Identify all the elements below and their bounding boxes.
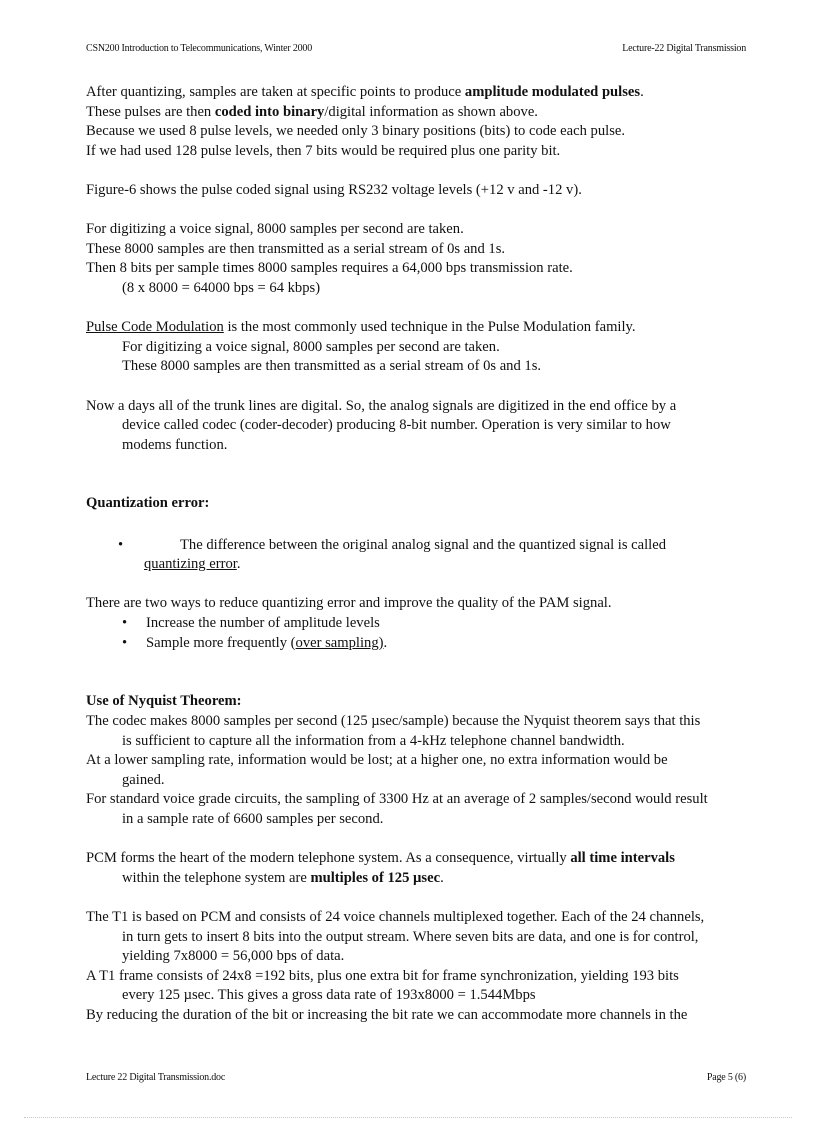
- para1-line1: [86, 83, 756, 103]
- para2-line1: Figure-6 shows the pulse coded signal using RS232 voltage levels (+12 v and -12 v).: [86, 181, 582, 198]
- nyquist-p1-line2: is sufficient to capture all the information from a 4-kHz telephone channel bandwidth.: [122, 732, 625, 749]
- spacer: [86, 653, 756, 673]
- para3-line3: Then 8 bits per sample times 8000 samples requires a 64,000 bps transmission rate.: [86, 260, 573, 277]
- para1-line2: [86, 103, 756, 123]
- footer-page-number: Page 5 (6): [706, 1072, 746, 1083]
- t1-p1-line1: The T1 is based on PCM and consists of 24 voice channels multiplexed together. Each of the 24 channels,: [86, 908, 705, 925]
- text: The difference between the original analog signal and the quantized signal is called: [180, 536, 667, 553]
- para5-line2: device called codec (coder-decoder) producing 8-bit number. Operation is very similar to how: [122, 417, 671, 434]
- nyquist-p3-line2: in a sample rate of 6600 samples per second.: [122, 810, 384, 827]
- spacer: [86, 514, 756, 534]
- spacer: [86, 299, 756, 319]
- t1-p3-line1: By reducing the duration of the bit or increasing the bit rate we can accommodate more channels in the: [86, 1006, 688, 1023]
- bold-text: amplitude modulated pulses: [464, 84, 641, 100]
- text: .: [440, 869, 444, 886]
- underlined-term: Pulse Code Modulation: [86, 319, 224, 336]
- spacer: [86, 455, 756, 475]
- text: After quantizing, samples are taken at specific points to produce: [86, 84, 465, 100]
- bullet-item: [86, 614, 756, 634]
- t1-p1-line2: in turn gets to insert 8 bits into the output stream. Where seven bits are data, and one is for control,: [122, 928, 699, 945]
- text: .: [383, 634, 388, 651]
- page-break-divider: [24, 1117, 792, 1118]
- spacer: [86, 201, 756, 221]
- para3-line1: For digitizing a voice signal, 8000 samples per second are taken.: [86, 221, 464, 238]
- pcm-line2: [86, 869, 756, 889]
- t1-p1-line3: yielding 7x8000 = 56,000 bps of data.: [122, 948, 345, 965]
- nyquist-p2-line1: At a lower sampling rate, information would be lost; at a higher one, no extra information would be: [86, 752, 668, 769]
- spacer: [86, 830, 756, 850]
- para5-line3: modems function.: [122, 436, 228, 453]
- para4-line1: [86, 318, 756, 338]
- text: .: [236, 556, 241, 573]
- text: /digital information as shown above.: [324, 103, 538, 120]
- text: is the most commonly used technique in the Pulse Modulation family.: [223, 319, 636, 336]
- bullet-icon: •: [118, 536, 124, 553]
- bullet-item: [86, 536, 756, 556]
- nyquist-p1-line1: The codec makes 8000 samples per second (125 µsec/sample) because the Nyquist theorem says that this: [86, 713, 701, 729]
- pcm-line1: [86, 849, 756, 869]
- footer-filename: Lecture 22 Digital Transmission.doc: [86, 1072, 226, 1083]
- text: Sample more frequently (: [146, 634, 296, 651]
- bullet-icon: •: [122, 634, 128, 651]
- t1-p2-line1: A T1 frame consists of 24x8 =192 bits, plus one extra bit for frame synchronization, yielding 193 bits: [86, 967, 679, 984]
- reduce-intro: There are two ways to reduce quantizing error and improve the quality of the PAM signal.: [86, 595, 612, 612]
- nyquist-p2-line2: gained.: [122, 771, 165, 788]
- para5-line1: Now a days all of the trunk lines are digital. So, the analog signals are digitized in the end office by a: [86, 397, 677, 414]
- bold-text: coded into binary: [214, 103, 325, 120]
- para4-line2: For digitizing a voice signal, 8000 samples per second are taken.: [122, 338, 500, 355]
- text: PCM forms the heart of the modern telephone system. As a consequence, virtually: [86, 850, 571, 867]
- section-heading-nyquist: Use of Nyquist Theorem:: [86, 693, 242, 710]
- bullet-icon: •: [122, 615, 128, 632]
- text: .: [640, 84, 644, 100]
- spacer: [86, 475, 756, 495]
- bold-text: all time intervals: [570, 850, 675, 867]
- header-lecture-title: Lecture-22 Digital Transmission: [622, 43, 746, 54]
- underlined-term: over sampling): [295, 634, 384, 651]
- bullet-item: [86, 634, 756, 654]
- document-body: [86, 83, 756, 1026]
- para3-line2: These 8000 samples are then transmitted as a serial stream of 0s and 1s.: [86, 240, 506, 257]
- para1-line3: Because we used 8 pulse levels, we needed only 3 binary positions (bits) to code each pulse.: [86, 123, 626, 140]
- spacer: [86, 377, 756, 397]
- para3-line4: (8 x 8000 = 64000 bps = 64 kbps): [122, 279, 321, 296]
- text: These pulses are then: [86, 103, 215, 120]
- nyquist-p3-line1: For standard voice grade circuits, the sampling of 3300 Hz at an average of 2 samples/second would result: [86, 791, 708, 808]
- spacer: [86, 161, 756, 181]
- text: Increase the number of amplitude levels: [146, 615, 380, 632]
- spacer: [86, 575, 756, 595]
- bullet-item-continuation: [86, 555, 756, 575]
- header-course-title: CSN200 Introduction to Telecommunications, Winter 2000: [86, 43, 313, 54]
- spacer: [86, 673, 756, 693]
- bold-text: multiples of 125 µsec: [310, 869, 441, 886]
- spacer: [86, 888, 756, 908]
- text: within the telephone system are: [122, 869, 311, 886]
- underlined-term: quantizing error: [144, 556, 237, 573]
- section-heading-quantization-error: Quantization error:: [86, 495, 210, 512]
- para4-line3: These 8000 samples are then transmitted as a serial stream of 0s and 1s.: [122, 358, 542, 375]
- para1-line4: If we had used 128 pulse levels, then 7 bits would be required plus one parity bit.: [86, 142, 561, 159]
- t1-p2-line2: every 125 µsec. This gives a gross data rate of 193x8000 = 1.544Mbps: [122, 987, 536, 1004]
